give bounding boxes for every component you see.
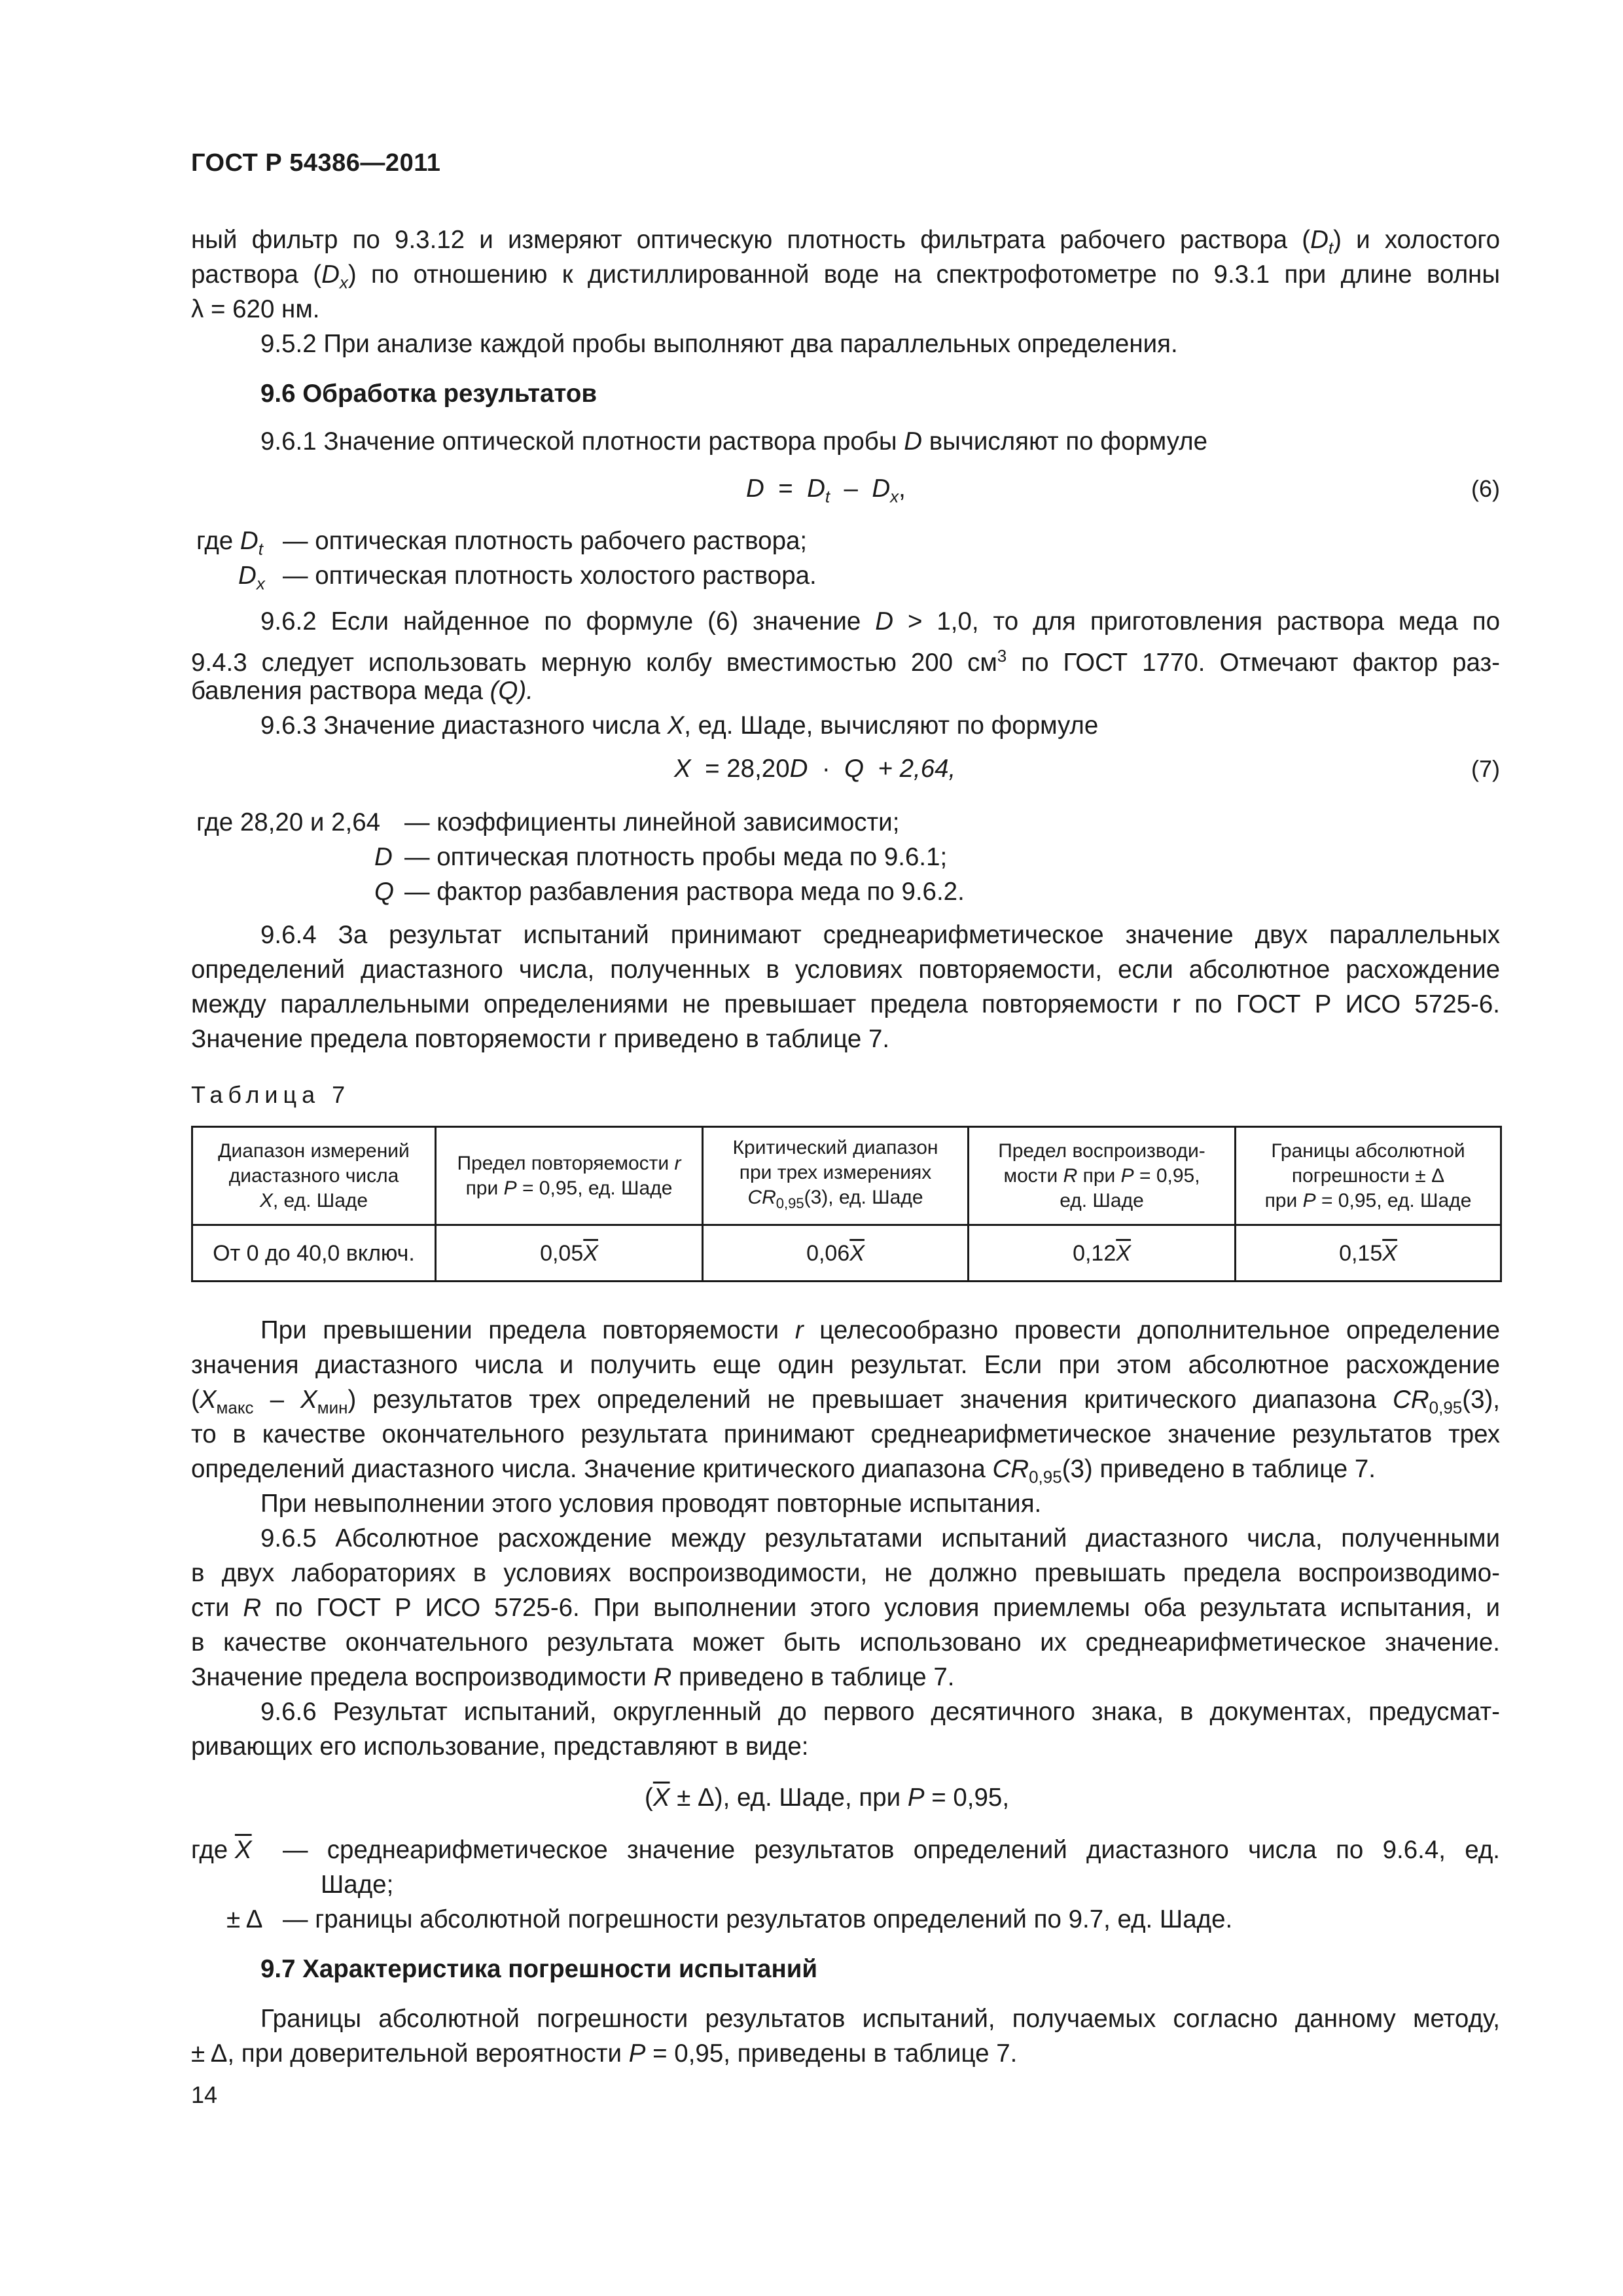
- section-heading-9-6: 9.6 Обработка результатов: [260, 380, 597, 408]
- paragraph-line: в двух лабораториях в условиях воспроизводимости, не должно превышать предела воспроизводимо-: [191, 1559, 1500, 1587]
- table-caption: Таблица 7: [191, 1081, 351, 1108]
- paragraph-line: между параллельными определениями не превышает предела повторяемости r по ГОСТ Р ИСО 5725-6.: [191, 990, 1500, 1018]
- where-term: $D_x$: [238, 562, 265, 594]
- where-term: где $\overline{X}$: [191, 1836, 252, 1864]
- paragraph-9-6-5: 9.6.5 Абсолютное расхождение между результатами испытаний диастазного числа, полученными: [260, 1524, 1500, 1552]
- table-cell: $0,06\overline{X}$: [703, 1225, 969, 1282]
- document-header: ГОСТ Р 54386—2011: [191, 149, 441, 177]
- paragraph-9-6-3: 9.6.3 Значение диастазного числа X, ед. Шаде, вычисляют по формуле: [260, 711, 1099, 740]
- paragraph-line: При невыполнении этого условия проводят повторные испытания.: [260, 1490, 1042, 1518]
- where-definition: Шаде;: [321, 1871, 394, 1899]
- where-term: где $D_t$: [196, 527, 263, 559]
- paragraph-line: определений диастазного числа. Значение критического диапазона $CR_{0,95}(3)$ приведено в таблице 7.: [191, 1455, 1376, 1487]
- paragraph-line: ± Δ, при доверительной вероятности P = 0,95, приведены в таблице 7.: [191, 2039, 1018, 2068]
- where-definition: — оптическая плотность пробы меда по 9.6.1;: [404, 843, 948, 871]
- where-term: где 28,20 и 2,64: [196, 808, 381, 836]
- paragraph-9-7: Границы абсолютной погрешности результатов испытаний, получаемых согласно данному методу,: [260, 2005, 1500, 2033]
- paragraph-line: раствора $(D_x)$ по отношению к дистиллированной воде на спектрофотометре по 9.3.1 при длине волны: [191, 260, 1500, 293]
- paragraph-9-6-4: 9.6.4 За результат испытаний принимают среднеарифметическое значение двух параллельных: [260, 921, 1500, 949]
- where-term: Q: [374, 878, 394, 906]
- where-term: ± Δ: [226, 1905, 263, 1933]
- formula-6: $D = D_t - D_x$,: [746, 475, 906, 507]
- table-header-cell: Предел воспроизводи- мости R при P = 0,95, ед. Шаде: [969, 1127, 1236, 1225]
- table-cell: $0,15\overline{X}$: [1236, 1225, 1501, 1282]
- section-heading-9-7: 9.7 Характеристика погрешности испытаний: [260, 1955, 818, 1983]
- where-definition: — оптическая плотность холостого раствора.: [283, 562, 817, 590]
- where-definition: — оптическая плотность рабочего раствора;: [283, 527, 808, 555]
- paragraph-line: бавления раствора меда (Q).: [191, 677, 533, 705]
- table-cell: $0,05\overline{X}$: [436, 1225, 703, 1282]
- page-number: 14: [191, 2081, 218, 2108]
- formula-number: (7): [1471, 755, 1500, 782]
- paragraph-9-6-2: 9.6.2 Если найденное по формуле (6) значение D > 1,0, то для приготовления раствора меда по: [260, 607, 1500, 636]
- where-definition: — фактор разбавления раствора меда по 9.6.2.: [404, 878, 965, 906]
- paragraph-line: определений диастазного числа, полученных в условиях повторяемости, если абсолютное расхождение: [191, 956, 1500, 984]
- table-7: [191, 1126, 1502, 1282]
- formula-number: (6): [1471, 475, 1500, 502]
- table-cell: $0,12\overline{X}$: [969, 1225, 1236, 1282]
- paragraph-line: ривающих его использование, представляют в виде:: [191, 1732, 809, 1761]
- paragraph-9-5-2: 9.5.2 При анализе каждой пробы выполняют два параллельных определения.: [260, 330, 1178, 358]
- paragraph-line: При превышении предела повторяемости r целесообразно провести дополнительное определение: [260, 1316, 1500, 1344]
- where-term: D: [374, 843, 393, 871]
- result-formula: $(\overline{X} \pm \Delta)$, ед. Шаде, при P = 0,95,: [645, 1784, 1010, 1812]
- paragraph-line: λ = 620 нм.: [191, 295, 320, 323]
- paragraph-line: значения диастазного числа и получить еще один результат. Если при этом абсолютное расхождение: [191, 1351, 1500, 1379]
- where-definition: — среднеарифметическое значение результатов определений диастазного числа по 9.6.4, ед.: [283, 1836, 1500, 1864]
- paragraph-line: ный фильтр по 9.3.12 и измеряют оптическую плотность фильтрата рабочего раствора $(D_t)$ и холостого: [191, 226, 1501, 258]
- paragraph-line: Значение предела воспроизводимости R приведено в таблице 7.: [191, 1663, 955, 1691]
- paragraph-line: в качестве окончательного результата может быть использовано их среднеарифметическое значение.: [191, 1628, 1500, 1657]
- paragraph-line: $(X_{макс} - X_{мин})$ результатов трех определений не превышает значения критического диапазона $CR_{0,95}(3)$,: [191, 1386, 1500, 1418]
- where-definition: — коэффициенты линейной зависимости;: [404, 808, 900, 836]
- paragraph-line: сти R по ГОСТ Р ИСО 5725-6. При выполнении этого условия приемлемы оба результата испытания, и: [191, 1594, 1500, 1622]
- table-header-cell: Границы абсолютной погрешности ± Δ при P = 0,95, ед. Шаде: [1236, 1127, 1501, 1225]
- table-cell: От 0 до 40,0 включ.: [192, 1225, 436, 1282]
- table-header-row: [192, 1127, 1501, 1225]
- paragraph-9-6-1: 9.6.1 Значение оптической плотности раствора пробы D вычисляют по формуле: [260, 427, 1207, 456]
- table-header-cell: Предел повторяемости r при P = 0,95, ед. Шаде: [436, 1127, 703, 1225]
- paragraph-line: 9.4.3 следует использовать мерную колбу вместимостью 200 $см^3$ по ГОСТ 1770. Отмечают фактор раз-: [191, 646, 1500, 677]
- paragraph-line: то в качестве окончательного результата принимают среднеарифметическое значение результатов трех: [191, 1420, 1500, 1448]
- table-header-cell: Диапазон измерений диастазного числа X, ед. Шаде: [192, 1127, 436, 1225]
- table-header-cell: Критический диапазон при трех измерениях $CR_{0,95}(3)$, ед. Шаде: [703, 1127, 969, 1225]
- paragraph-9-6-6: 9.6.6 Результат испытаний, округленный до первого десятичного знака, в документах, предусмат-: [260, 1698, 1500, 1726]
- formula-7: X = 28,20D · Q + 2,64,: [674, 755, 956, 783]
- table-row: [192, 1225, 1501, 1282]
- paragraph-line: Значение предела повторяемости r приведено в таблице 7.: [191, 1025, 890, 1053]
- where-definition: — границы абсолютной погрешности результатов определений по 9.7, ед. Шаде.: [283, 1905, 1233, 1933]
